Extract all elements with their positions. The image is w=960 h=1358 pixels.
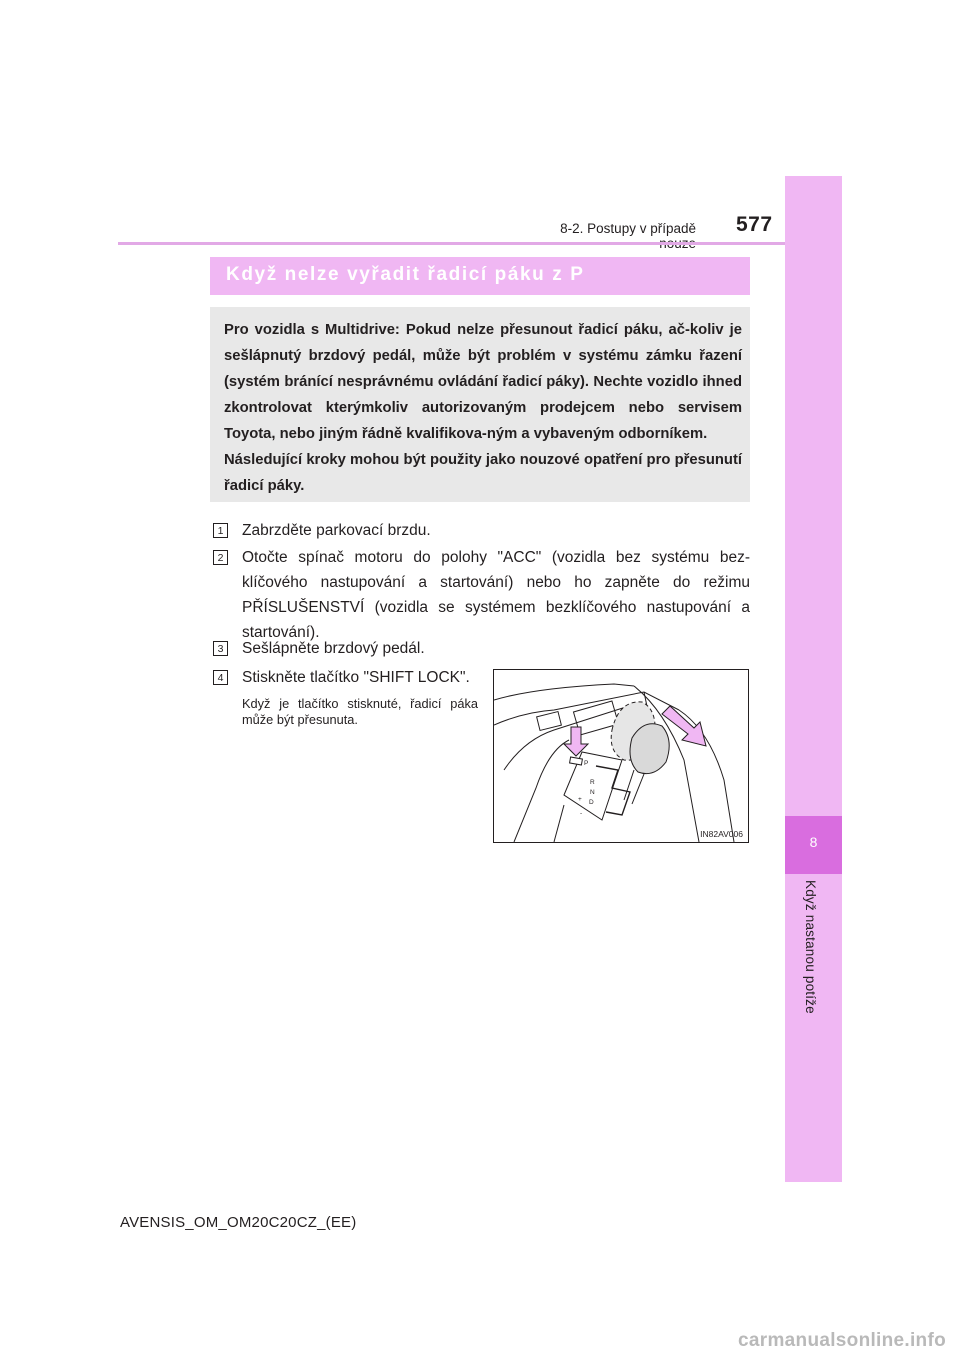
chapter-number: 8 [809,834,818,850]
step-text-3: Sešlápněte brzdový pedál. [242,640,425,657]
gate-label-minus: - [580,810,583,817]
gate-label-p: P [584,760,589,767]
shift-lever-illustration [494,670,748,842]
step-4-note: Když je tlačítko stisknuté, řadicí páka může být přesunuta. [242,696,478,727]
header-rule [118,242,786,245]
section-title: 8-2. Postupy v případě [560,221,696,236]
info-box [210,307,750,502]
gate-label-d: D [589,799,594,806]
step-badge-1: 1 [213,523,228,538]
page-number: 577 [736,213,773,236]
step-badge-2: 2 [213,550,228,565]
gate-label-r: R [590,779,595,786]
step-badge-4: 4 [213,670,228,685]
info-text [224,317,742,499]
chapter-label: Když nastanou potíže [803,880,818,1014]
step-text-4: Stiskněte tlačítko "SHIFT LOCK". [242,669,470,686]
step-text-2: Otočte spínač motoru do polohy "ACC" (vozidla bez systému bez-klíčového nastupování a startování) nebo ho zapněte do režimu PŘÍSLUŠENSTVÍ (vozidla se systémem bezklíčového nastupování a startování). [242,549,750,641]
info-paragraph-1: Pro vozidla s Multidrive: Pokud nelze přesunout řadicí páku, ač-koliv je sešlápnutý brzdový pedál, může být problém v systému zámku řazení (systém bránící nesprávnému ovládání řadicí páky). Nechte vozidlo ihned zkontrolovat kterýmkoliv autorizovaným prodejcem nebo servisem Toyota, nebo jiným řádně kvalifikova-ným a vybaveným odborníkem. [224,322,742,442]
gate-label-n: N [590,789,595,796]
topic-heading: Když nelze vyřadit řadicí páku z P [226,264,585,285]
info-paragraph-2: Následující kroky mohou být použity jako nouzové opatření pro přesunutí řadicí páky. [224,452,742,494]
step-badge-3: 3 [213,641,228,656]
footer-doc-id: AVENSIS_OM_OM20C20CZ_(EE) [120,1214,357,1231]
shift-lock-figure [493,669,749,843]
step-text-1: Zabrzděte parkovací brzdu. [242,522,431,539]
gate-label-plus: + [578,796,582,803]
figure-code: IN82AV006 [700,829,743,839]
topic-heading-bar [210,257,750,295]
chapter-tab-strip [785,176,842,1182]
watermark: carmanualsonline.info [738,1330,946,1351]
